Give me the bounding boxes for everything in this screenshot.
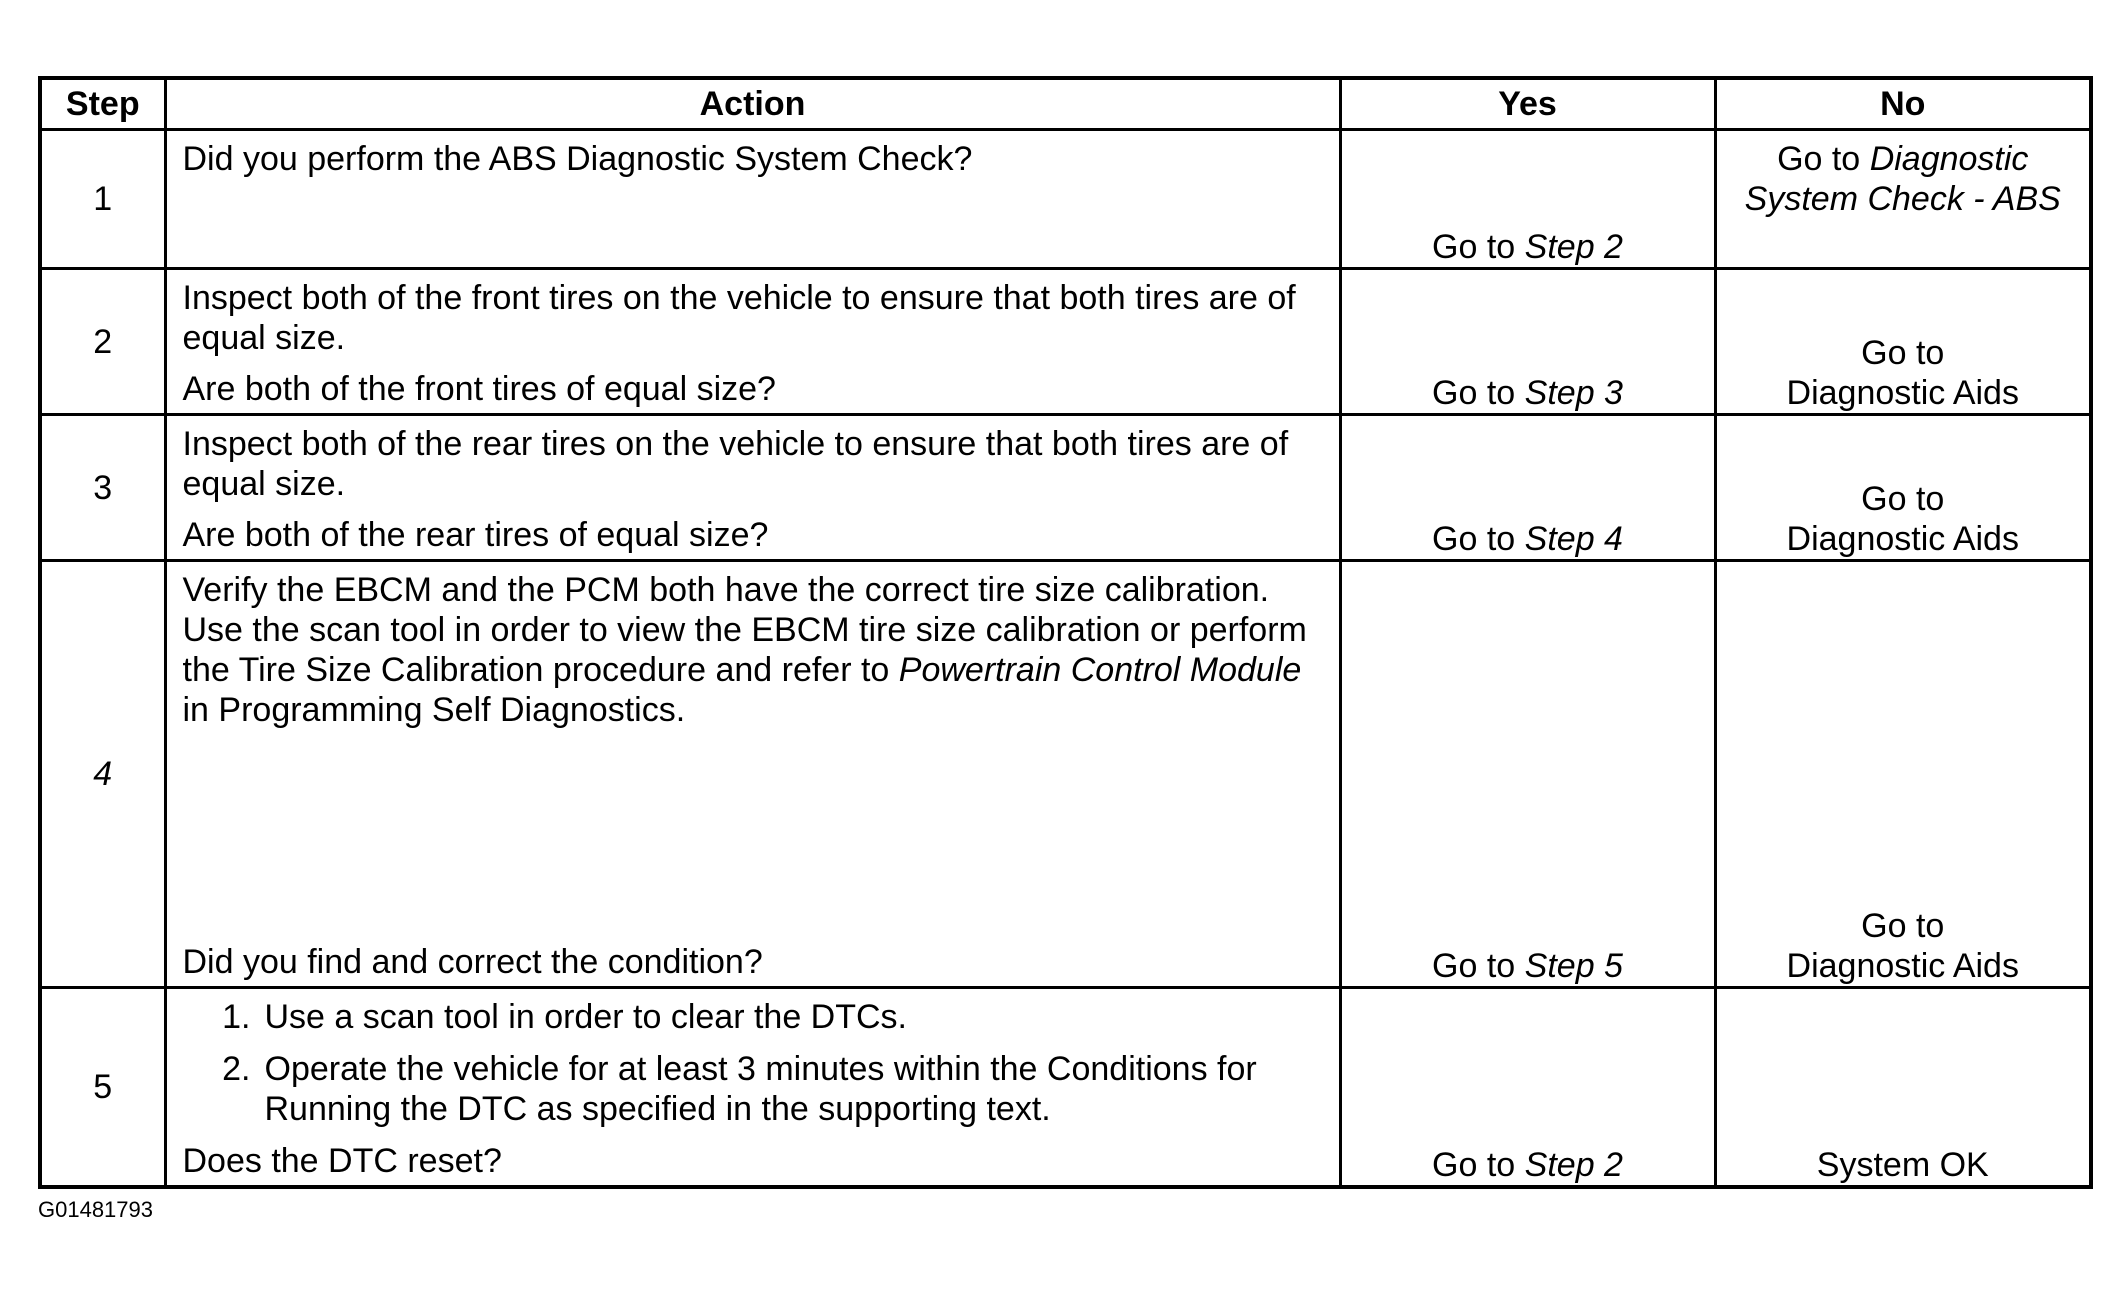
no-cell: [1715, 269, 2091, 415]
step-number: 2: [40, 269, 165, 415]
yes-cell: [1340, 988, 1715, 1188]
table-row: [40, 130, 2091, 269]
step-number: 1: [40, 130, 165, 269]
no-line2[interactable]: Diagnostic Aids: [1786, 520, 2019, 558]
procedure-list: [183, 997, 1329, 1141]
action-cell: [165, 415, 1340, 561]
header-action: Action: [165, 78, 1340, 130]
step-number: 4: [40, 561, 165, 988]
list-item-text: Operate the vehicle for at least 3 minutes within the Conditions for Running the DTC as specified in the supporting text.: [264, 1050, 1257, 1128]
header-row: [40, 78, 2091, 130]
diagnostic-table: [38, 76, 2093, 1189]
list-item-text: Use a scan tool in order to clear the DTCs.: [264, 998, 907, 1036]
yes-cell: [1340, 561, 1715, 988]
step-number: 5: [40, 988, 165, 1188]
yes-cell: [1340, 269, 1715, 415]
action-question: Are both of the rear tires of equal size?: [182, 516, 769, 554]
list-item-number: 1.: [222, 998, 251, 1036]
action-cell: [165, 269, 1340, 415]
header-no: No: [1715, 78, 2091, 130]
no-link-line2[interactable]: System Check - ABS: [1744, 180, 2061, 218]
no-cell: [1715, 988, 2091, 1188]
action-cell: [165, 988, 1340, 1188]
yes-cell: [1340, 130, 1715, 269]
table-row: [40, 561, 2091, 988]
action-text: [183, 570, 1329, 730]
yes-step-link[interactable]: Step 3: [1524, 374, 1623, 412]
powertrain-link[interactable]: Powertrain Control Module: [898, 651, 1302, 689]
table-row: [40, 415, 2091, 561]
yes-prefix: Go to: [1432, 1146, 1516, 1184]
yes-prefix: Go to: [1432, 374, 1516, 412]
action-text: Inspect both of the front tires on the vehicle to ensure that both tires are of equal size.: [182, 279, 1296, 357]
step-number: 3: [40, 415, 165, 561]
header-step: Step: [40, 78, 165, 130]
yes-step-link[interactable]: Step 5: [1524, 947, 1623, 985]
table-row: [40, 269, 2091, 415]
no-cell: [1715, 561, 2091, 988]
list-item-number: 2.: [222, 1050, 251, 1088]
action-question: Did you find and correct the condition?: [182, 943, 763, 981]
yes-step-link[interactable]: Step 2: [1524, 1146, 1623, 1184]
yes-prefix: Go to: [1432, 947, 1516, 985]
no-cell: [1715, 415, 2091, 561]
no-cell: [1715, 130, 2091, 269]
no-line2[interactable]: Diagnostic Aids: [1786, 374, 2019, 412]
no-link-line1[interactable]: Diagnostic: [1869, 140, 2029, 178]
action-text-after: in Programming Self Diagnostics.: [182, 691, 686, 729]
no-prefix: Go to: [1777, 140, 1861, 178]
no-line2[interactable]: Diagnostic Aids: [1786, 947, 2019, 985]
yes-step-link[interactable]: Step 4: [1524, 520, 1623, 558]
action-cell: [165, 130, 1340, 269]
no-line1: Go to: [1861, 334, 1945, 372]
yes-prefix: Go to: [1432, 228, 1516, 266]
action-question: Are both of the front tires of equal size?: [182, 370, 776, 408]
figure-id: G01481793: [38, 1197, 153, 1222]
header-yes: Yes: [1340, 78, 1715, 130]
action-cell: [165, 561, 1340, 988]
yes-cell: [1340, 415, 1715, 561]
action-question: Does the DTC reset?: [182, 1142, 502, 1180]
table-row: [40, 988, 2091, 1188]
no-line1: Go to: [1861, 480, 1945, 518]
action-text: Did you perform the ABS Diagnostic System Check?: [182, 140, 973, 178]
action-text: Inspect both of the rear tires on the vehicle to ensure that both tires are of equal size.: [182, 425, 1289, 503]
no-line1: Go to: [1861, 907, 1945, 945]
action-text-before: Verify the EBCM and the PCM both have the correct tire size calibration. Use the scan tool in order to view the EBCM tire size calibration or perform the Tire Size Calibration procedure and refer to: [182, 571, 1307, 689]
list-item: [183, 1049, 1329, 1129]
list-item: [183, 997, 1329, 1037]
no-text: System OK: [1816, 1146, 1989, 1184]
yes-prefix: Go to: [1432, 520, 1516, 558]
yes-step-link[interactable]: Step 2: [1524, 228, 1623, 266]
